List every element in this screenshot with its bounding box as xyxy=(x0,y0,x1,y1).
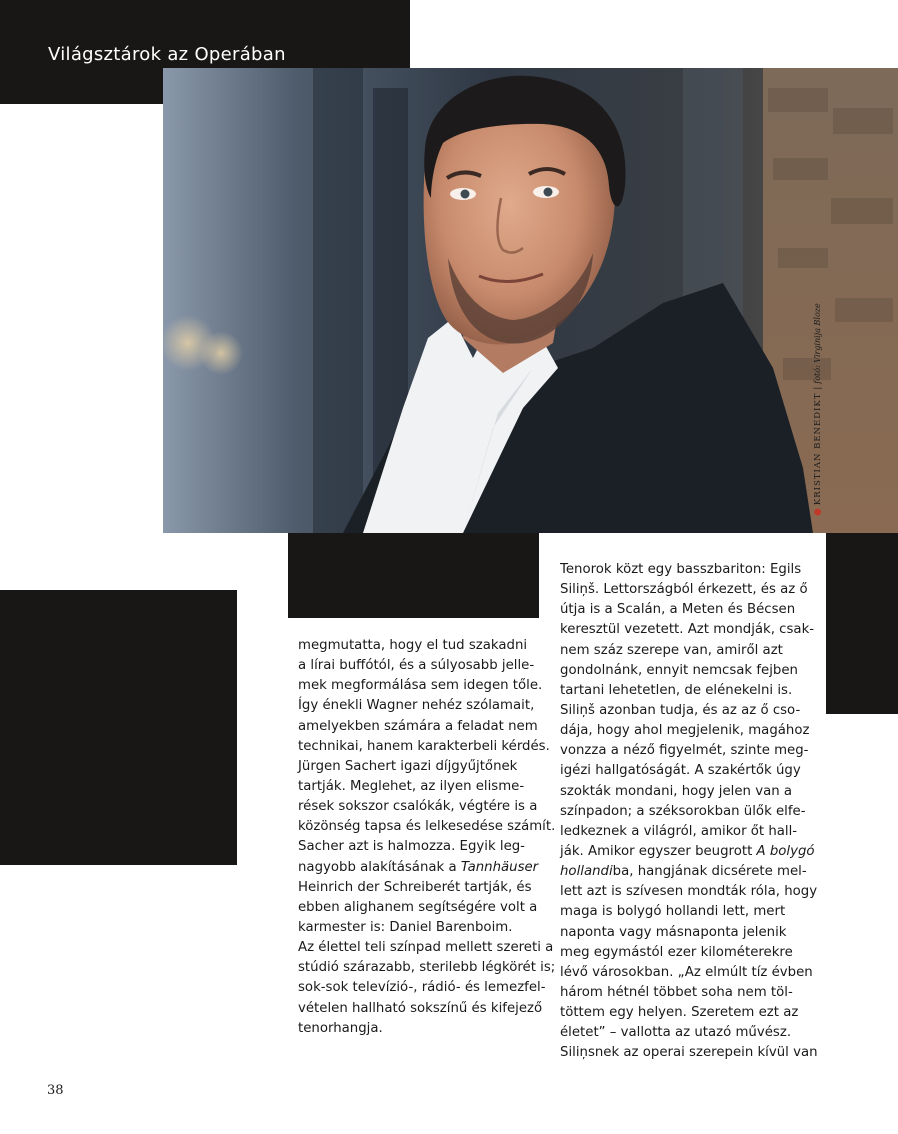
credit-photographer: fotó: Virginija Bloze xyxy=(813,303,822,384)
text-line: sok-sok televízió-, rádió- és lemezfel- xyxy=(298,980,546,996)
text-line: hollandiba, hangjának dicsérete mel- xyxy=(560,864,807,880)
text-line: keresztül vezetett. Azt mondják, csak- xyxy=(560,622,815,638)
credit-separator: | xyxy=(813,386,823,390)
text-line: rések sokszor csalókák, végtére is a xyxy=(298,799,538,815)
text-line: színpadon; a széksorokban ülők elfe- xyxy=(560,803,806,819)
text-line: ebben alighanem segítségére volt a xyxy=(298,899,538,915)
text-line: meg egymástól ezer kilométerekre xyxy=(560,944,793,960)
text-line: útja is a Scalán, a Meten és Bécsen xyxy=(560,602,796,618)
text-line: naponta vagy másnaponta jelenik xyxy=(560,924,787,940)
text-line: Siliņsnek az operai szerepein kívül van xyxy=(560,1045,818,1061)
text-line: Siliņš azonban tudja, és az az ő cso- xyxy=(560,702,801,718)
text-line: gondolnánk, ennyit nemcsak fejben xyxy=(560,662,798,678)
text-line: nem száz szerepe van, amiről azt xyxy=(560,642,783,658)
text-line: maga is bolygó hollandi lett, mert xyxy=(560,904,786,920)
text-line: szokták mondani, hogy jelen van a xyxy=(560,783,793,799)
text-line: Heinrich der Schreiberét tartják, és xyxy=(298,879,532,895)
credit-dot-icon: ● xyxy=(813,508,823,516)
text-line: életet” – vallotta az utazó művész. xyxy=(560,1025,792,1041)
text-line: ják. Amikor egyszer beugrott A bolygó xyxy=(560,843,815,859)
section-title: Világsztárok az Operában xyxy=(48,44,286,65)
text-line: Tenorok közt egy basszbariton: Egils xyxy=(560,562,802,577)
text-line: három hétnél többet soha nem töl- xyxy=(560,984,793,1000)
text-line: karmester is: Daniel Barenboim. xyxy=(298,919,513,935)
text-line: ledkeznek a világról, amikor őt hall- xyxy=(560,823,798,839)
text-line: mek megformálása sem idegen tőle. xyxy=(298,678,543,694)
left-black-block xyxy=(0,590,237,865)
text-line: közönség tapsa és lelkesedése számít. xyxy=(298,819,556,835)
text-line: vonzza a néző figyelmét, szinte meg- xyxy=(560,743,809,759)
text-line: tenorhangja. xyxy=(298,1020,383,1036)
text-line: Az élettel teli színpad mellett szereti a xyxy=(298,940,554,956)
photo-bottom-black-block xyxy=(288,533,539,618)
text-line: igézi hallgatóságát. A szakértők úgy xyxy=(560,763,801,779)
text-line: lévő városokban. „Az elmúlt tíz évben xyxy=(560,964,813,980)
text-line: vételen hallható sokszínű és kifejező xyxy=(298,1000,543,1016)
text-line: megmutatta, hogy el tud szakadni xyxy=(298,638,528,653)
text-line: nagyobb alakításának a Tannhäuser xyxy=(298,859,539,875)
text-line: töttem egy helyen. Szeretem ezt az xyxy=(560,1005,799,1021)
text-line: amelyekben számára a feladat nem xyxy=(298,718,538,734)
right-black-block xyxy=(826,533,898,714)
text-line: technikai, hanem karakterbeli kérdés. xyxy=(298,738,550,754)
article-left-column xyxy=(298,636,556,1039)
text-line: Siliņš. Lettországból érkezett, és az ő xyxy=(560,582,808,598)
text-line: dája, hogy ahol megjelenik, magához xyxy=(560,723,810,739)
text-line: Így énekli Wagner nehéz szólamait, xyxy=(298,698,535,714)
portrait-photo xyxy=(163,68,898,533)
article-right-column xyxy=(560,560,818,1064)
credit-name: KRISTIAN BENEDIKT xyxy=(813,392,823,506)
text-line: tartják. Meglehet, az ilyen elisme- xyxy=(298,778,525,794)
text-line: tartani lehetetlen, de elénekelni is. xyxy=(560,682,793,698)
page-number: 38 xyxy=(47,1083,64,1098)
text-line: stúdió szárazabb, sterilebb légkörét is; xyxy=(298,960,556,976)
photo-credit xyxy=(813,303,823,516)
text-line: Sacher azt is halmozza. Egyik leg- xyxy=(298,839,525,855)
text-line: lett azt is szívesen mondták róla, hogy xyxy=(560,884,818,900)
text-line: a lírai buffótól, és a súlyosabb jelle- xyxy=(298,658,535,674)
portrait-illustration xyxy=(163,68,898,533)
text-line: Jürgen Sachert igazi díjgyűjtőnek xyxy=(298,758,518,774)
